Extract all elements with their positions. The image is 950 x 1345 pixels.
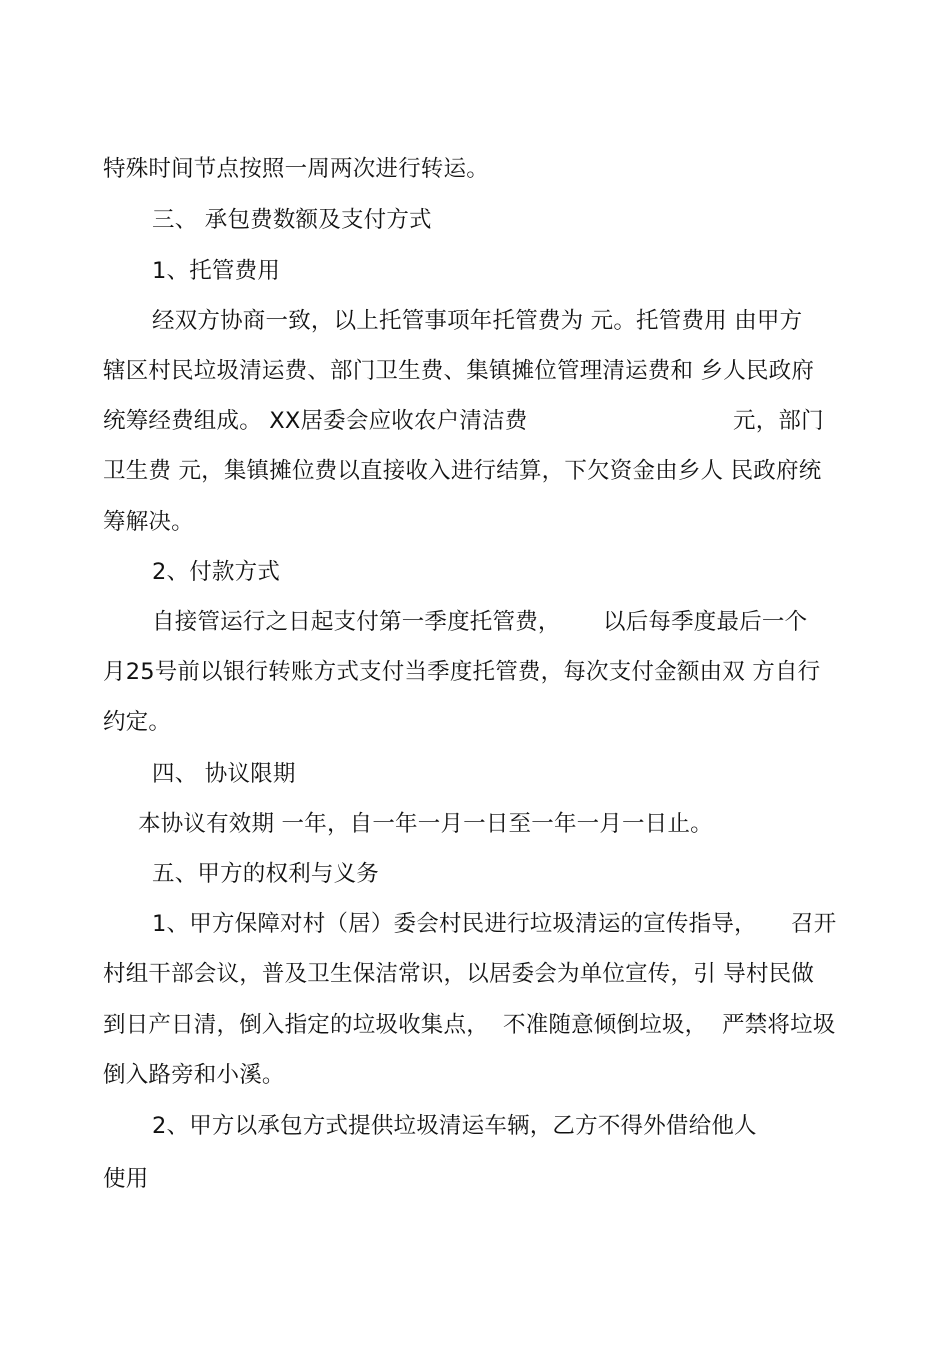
text-line: 本协议有效期 一年，自一年一月一日至一年一月一日止。 [138, 811, 713, 837]
section-heading: 四、 协议限期 [152, 761, 296, 787]
text-line: 元，部门 [733, 408, 824, 434]
section-heading: 五、甲方的权利与义务 [152, 861, 380, 887]
text-line: 倒入路旁和小溪。 [103, 1062, 285, 1088]
text-line: 统筹经费组成。 XX居委会应收农户清洁费 [103, 408, 528, 434]
text-line: 严禁将垃圾 [722, 1012, 836, 1038]
text-line: 不准随意倾倒垃圾， [503, 1012, 708, 1038]
subsection-heading: 1、托管费用 [152, 258, 281, 284]
text-line: 村组干部会议，普及卫生保洁常识，以居委会为单位宣传，引 导村民做 [103, 961, 815, 987]
text-line: 月25号前以银行转账方式支付当季度托管费，每次支付金额由双 方自行 [103, 659, 821, 685]
section-heading: 三、 承包费数额及支付方式 [152, 207, 432, 233]
text-line: 以后每季度最后一个 [603, 609, 808, 635]
text-line: 1、甲方保障对村（居）委会村民进行垃圾清运的宣传指导， [152, 911, 757, 937]
text-line: 筹解决。 [103, 509, 194, 535]
subsection-heading: 2、付款方式 [152, 559, 281, 585]
text-line: 特殊时间节点按照一周两次进行转运。 [103, 156, 489, 182]
text-line: 到日产日清，倒入指定的垃圾收集点， [103, 1012, 489, 1038]
text-line: 自接管运行之日起支付第一季度托管费， [152, 609, 561, 635]
text-line: 经双方协商一致，以上托管事项年托管费为 元。托管费用 由甲方 [152, 308, 803, 334]
text-line: 2、甲方以承包方式提供垃圾清运车辆，乙方不得外借给他人 [152, 1113, 757, 1139]
text-line: 召开 [791, 911, 837, 937]
text-line: 辖区村民垃圾清运费、部门卫生费、集镇摊位管理清运费和 乡人民政府 [103, 358, 815, 384]
text-line: 使用 [103, 1166, 149, 1192]
text-line: 卫生费 元，集镇摊位费以直接收入进行结算，下欠资金由乡人 民政府统 [103, 458, 822, 484]
text-line: 约定。 [103, 709, 172, 735]
